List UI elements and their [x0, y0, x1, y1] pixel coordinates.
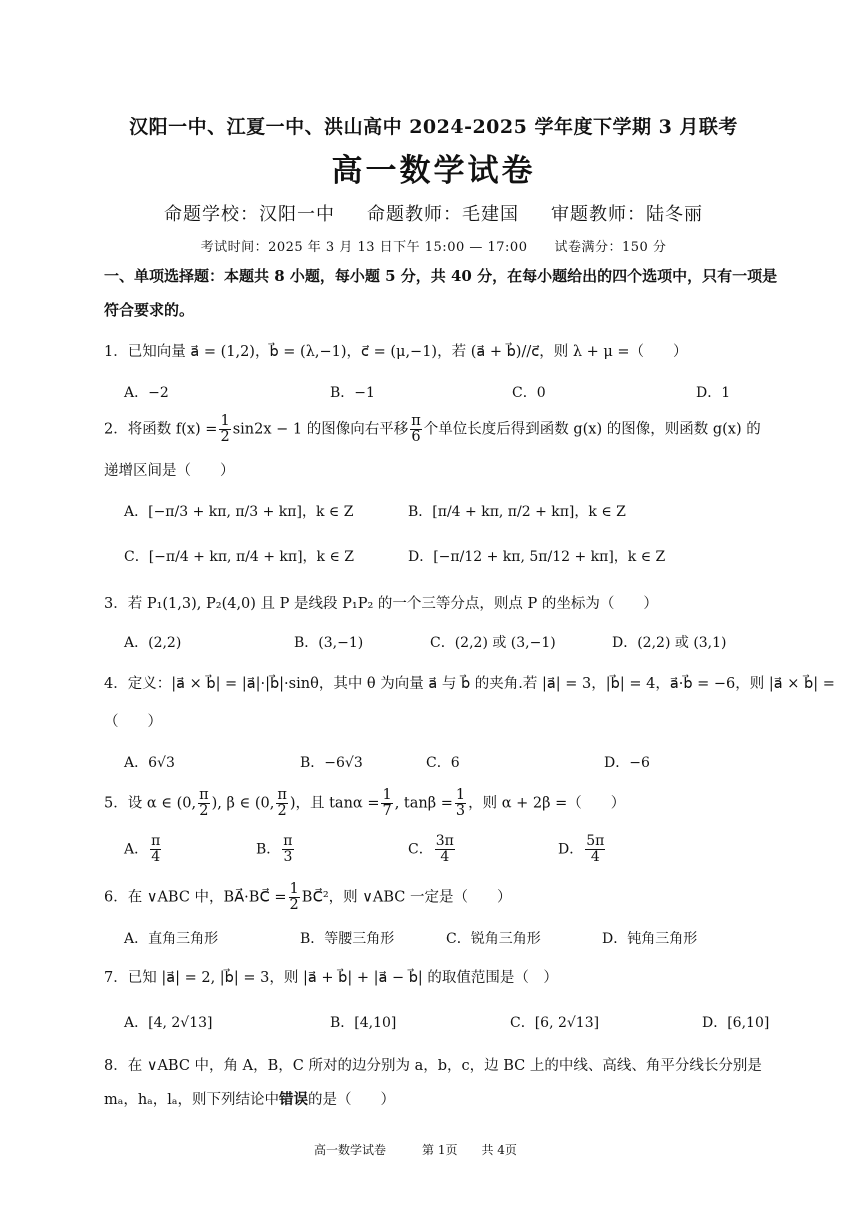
q7-option-b: B．[4,10] — [330, 1015, 397, 1031]
q5-option-a: A． $\frac{\pi}{4}$ — [124, 833, 161, 865]
fraction: $\frac{\pi}{2}$ — [277, 787, 287, 819]
q4-option-a: A．6√3 — [124, 755, 175, 771]
q2-option-d: D．[−π/12 + kπ, 5π/12 + kπ]，k ∈ Z — [408, 549, 666, 565]
q7-option-a: A．[4, 2√13] — [124, 1015, 213, 1031]
q2-option-b: B．[π/4 + kπ, π/2 + kπ]，k ∈ Z — [408, 504, 626, 520]
fraction: $\frac{1}{2}$ — [220, 413, 230, 445]
q6-option-d: D．钝角三角形 — [602, 931, 698, 947]
q4-option-b: B．−6√3 — [300, 755, 363, 771]
q2-option-a: A．[−π/3 + kπ, π/3 + kπ]，k ∈ Z — [124, 504, 354, 520]
fraction: $\frac{\pi}{6}$ — [411, 413, 421, 445]
fraction: $\frac{1}{7}$ — [382, 787, 392, 819]
q1-option-b: B．−1 — [330, 385, 375, 401]
q6-option-c: C．锐角三角形 — [446, 931, 541, 947]
section-heading-line1: 一、单项选择题：本题共 8 小题，每小题 5 分，共 40 分，在每小题给出的四个选项中，只有一项是 — [104, 267, 778, 285]
question-8-stem-line2: mₐ，hₐ，lₐ，则下列结论中错误的是（ ） — [104, 1091, 396, 1108]
q3-option-c: C．(2,2) 或 (3,−1) — [430, 635, 556, 651]
question-7-stem: 7．已知 |a⃗| = 2, |b⃗| = 3，则 |a⃗ + b⃗| + |a⃗ − b⃗| 的取值范围是（ ） — [104, 970, 558, 986]
exam-info: 考试时间：2025 年 3 月 13 日下午 15:00 — 17:00 试卷满分：150 分 — [200, 240, 667, 255]
q3-option-a: A．(2,2) — [124, 635, 182, 651]
fraction: $\frac{\pi}{2}$ — [199, 787, 209, 819]
q6-option-b: B．等腰三角形 — [300, 931, 395, 947]
q1-option-a: A．−2 — [124, 385, 169, 401]
q4-option-c: C．6 — [426, 755, 460, 771]
author-label: 命题教师：毛建国 — [367, 204, 519, 225]
question-2-stem-line2: 递增区间是（ ） — [104, 463, 235, 479]
question-3-stem: 3．若 P₁(1,3), P₂(4,0) 且 P 是线段 P₁P₂ 的一个三等分点，则点 P 的坐标为（ ） — [104, 596, 658, 612]
q5-option-b: B． $\frac{\pi}{3}$ — [256, 833, 293, 865]
q7-option-c: C．[6, 2√13] — [510, 1015, 600, 1031]
fraction: $\frac{1}{2}$ — [289, 881, 299, 913]
q1-option-c: C．0 — [512, 385, 546, 401]
question-4-stem-line2: （ ） — [104, 714, 162, 730]
q6-option-a: A．直角三角形 — [124, 931, 219, 947]
q3-option-d: D．(2,2) 或 (3,1) — [612, 635, 727, 651]
reviewer-label: 审题教师：陆冬丽 — [551, 204, 703, 225]
page-title: 高一数学试卷 — [331, 153, 536, 189]
emphasis-wrong: 错误 — [279, 1091, 309, 1108]
exam-header — [0, 112, 867, 255]
question-2-stem: 2．将函数 f(x) = $\frac{1}{2}$ sin2x − 1 的图像向右平移 $\frac{\pi}{6}$ 个单位长度后得到函数 g(x) 的图像，则函数 g(x) 的 — [104, 413, 761, 445]
question-6-stem: 6．在 ∨ABC 中，BA⃗·BC⃗ = $\frac{1}{2}$ BC⃗²，则 ∨ABC 一定是（ ） — [104, 881, 512, 913]
q3-option-b: B．(3,−1) — [294, 635, 364, 651]
question-1-stem: 1．已知向量 a⃗ = (1,2)，b⃗ = (λ,−1)，c⃗ = (μ,−1)，若 (a⃗ + b⃗)//c⃗，则 λ + μ =（ ） — [104, 344, 688, 360]
school-label: 命题学校：汉阳一中 — [164, 204, 335, 225]
question-8-stem: 8．在 ∨ABC 中，角 A，B，C 所对的边分别为 a，b，c，边 BC 上的中线、高线、角平分线长分别是 — [104, 1058, 762, 1074]
q5-option-d: D． $\frac{5\pi}{4}$ — [558, 833, 605, 865]
q1-option-d: D．1 — [696, 385, 731, 401]
exam-credits — [0, 200, 867, 226]
page-footer: 高一数学试卷 第 1页 共 4页 — [314, 1143, 517, 1157]
q2-option-c: C．[−π/4 + kπ, π/4 + kπ]，k ∈ Z — [124, 549, 355, 565]
q5-option-c: C． $\frac{3\pi}{4}$ — [408, 833, 454, 865]
exam-union-title: 汉阳一中、江夏一中、洪山高中 2024-2025 学年度下学期 3 月联考 — [129, 116, 738, 138]
question-5-stem: 5．设 α ∈ (0, $\frac{\pi}{2}$ ), β ∈ (0, $\frac{\pi}{2}$ )，且 tanα = $\frac{1}{7}$ , tanβ = $\frac{1}{3}$ ，则 α + 2β =（ ） — [104, 787, 626, 819]
section-heading-line2: 符合要求的。 — [104, 301, 195, 319]
question-4-stem: 4．定义：|a⃗ × b⃗| = |a⃗|·|b⃗|·sinθ，其中 θ 为向量 a⃗ 与 b⃗ 的夹角.若 |a⃗| = 3，|b⃗| = 4，a⃗·b⃗ = −6，则 |a⃗ × b⃗| = — [104, 676, 835, 692]
q4-option-d: D．−6 — [604, 755, 650, 771]
fraction: $\frac{1}{3}$ — [455, 787, 466, 819]
q7-option-d: D．[6,10] — [702, 1015, 770, 1031]
